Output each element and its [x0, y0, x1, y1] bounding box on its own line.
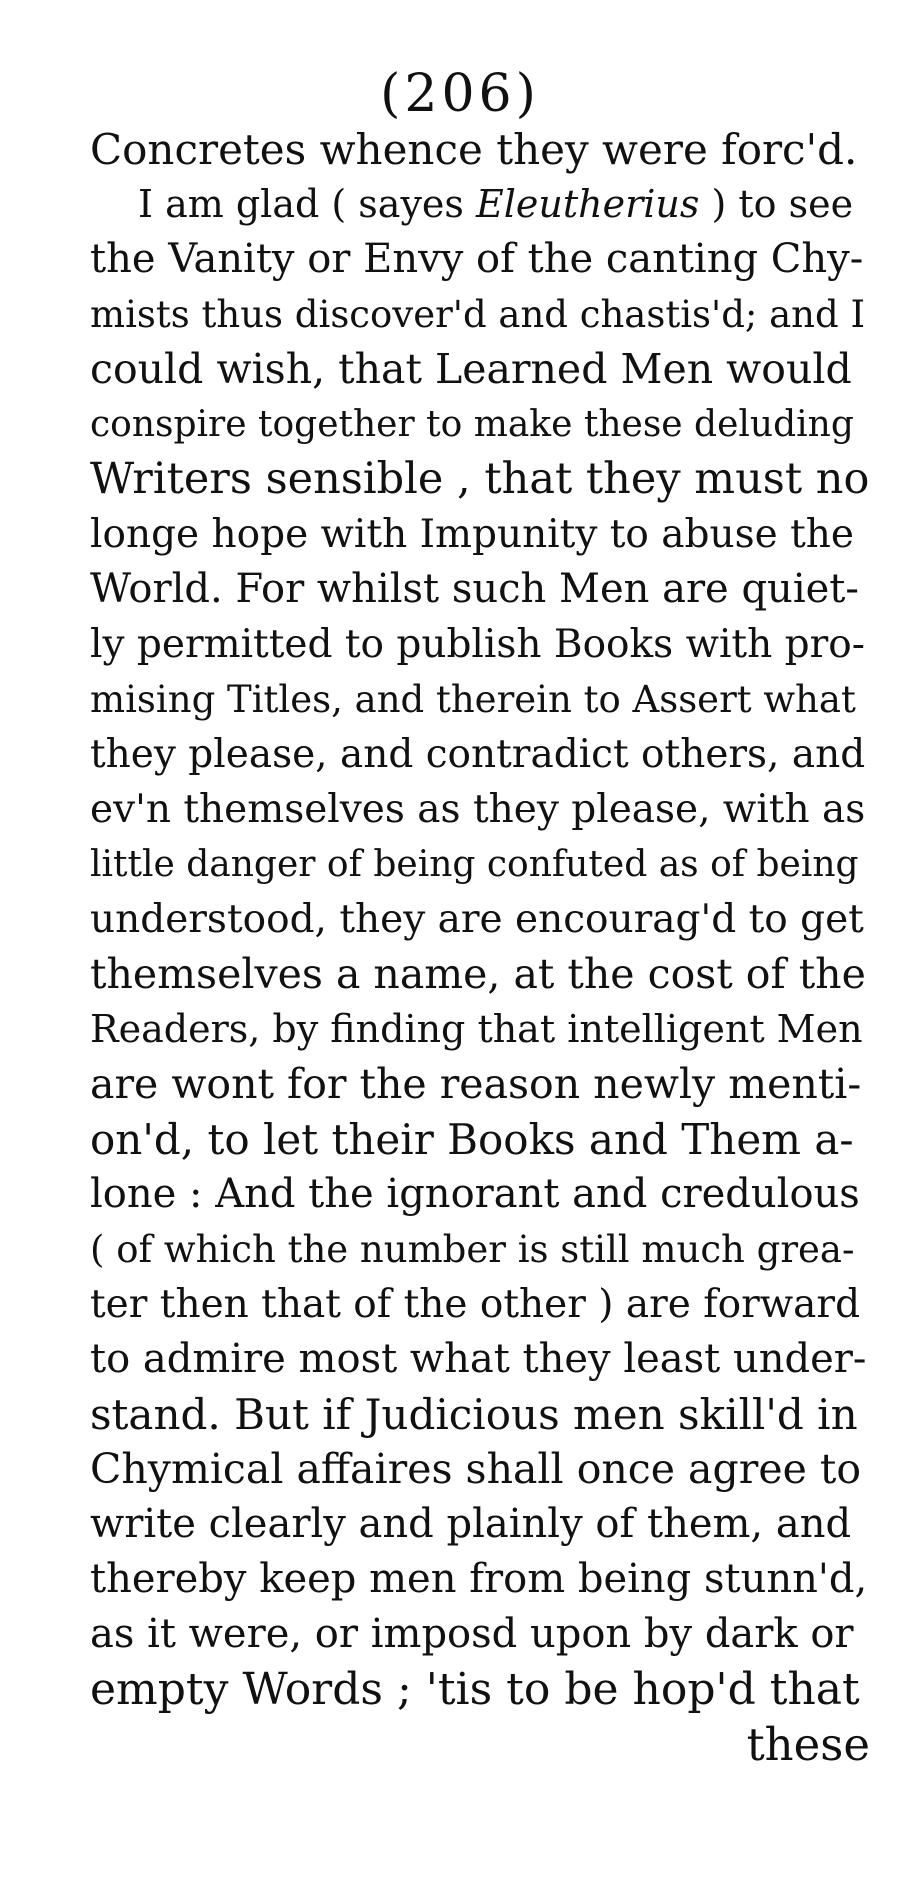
- text-line: themselves a name, at the cost of the: [90, 950, 866, 998]
- text-line: are wont for the reason newly menti-: [90, 1060, 862, 1108]
- text-line: understood, they are encourag'd to get: [90, 897, 864, 942]
- text-line: little danger of being confuted as of being: [90, 844, 859, 885]
- text-line: mising Titles, and therein to Assert what: [90, 678, 856, 721]
- text-line: the Vanity or Envy of the canting Chy-: [90, 236, 864, 282]
- text-line: stand. But if Judicious men skill'd in: [90, 1390, 858, 1439]
- text-line: lone : And the ignorant and credulous: [90, 1171, 860, 1217]
- text-line: World. For whilst such Men are quiet-: [90, 566, 859, 612]
- body-text: [90, 122, 870, 1772]
- text-line: ter then that of the other ) are forward: [90, 1282, 861, 1327]
- text-line: Concretes whence they were forc'd.: [90, 125, 858, 174]
- catchword: these: [746, 1718, 870, 1771]
- text-segment: I am glad ( sayes: [138, 182, 476, 226]
- text-line: Readers, by finding that intelligent Men: [90, 1007, 863, 1051]
- text-line: as it were, or imposd upon by dark or: [90, 1611, 854, 1657]
- text-line: mists thus discover'd and chastis'd; and I: [90, 293, 866, 336]
- text-line: ( of which the number is still much grea-: [90, 1228, 855, 1271]
- text-line: longe hope with Impunity to abuse the: [90, 512, 855, 557]
- text-line: thereby keep men from being stunn'd,: [90, 1556, 868, 1602]
- text-line: they please, and contradict others, and: [90, 732, 866, 777]
- text-line: to admire most what they least under-: [90, 1336, 867, 1382]
- page-number: (206): [380, 64, 540, 124]
- text-line: on'd, to let their Books and Them a-: [90, 1115, 854, 1164]
- text-line: write clearly and plainly of them, and: [90, 1501, 852, 1547]
- text-segment: ) to see: [699, 182, 854, 226]
- italic-name: Eleutherius: [476, 182, 700, 226]
- text-line: [90, 177, 870, 232]
- text-line: empty Words ; 'tis to be hop'd that: [90, 1664, 860, 1715]
- text-line: Writers sensible , that they must no: [90, 454, 870, 504]
- text-line: could wish, that Learned Men would: [90, 345, 852, 393]
- text-line: conspire together to make these deluding: [90, 404, 854, 445]
- text-line: Chymical affaires shall once agree to: [90, 1445, 862, 1493]
- text-line: ly permitted to publish Books with pro-: [90, 622, 865, 667]
- text-line: ev'n themselves as they please, with as: [90, 787, 866, 832]
